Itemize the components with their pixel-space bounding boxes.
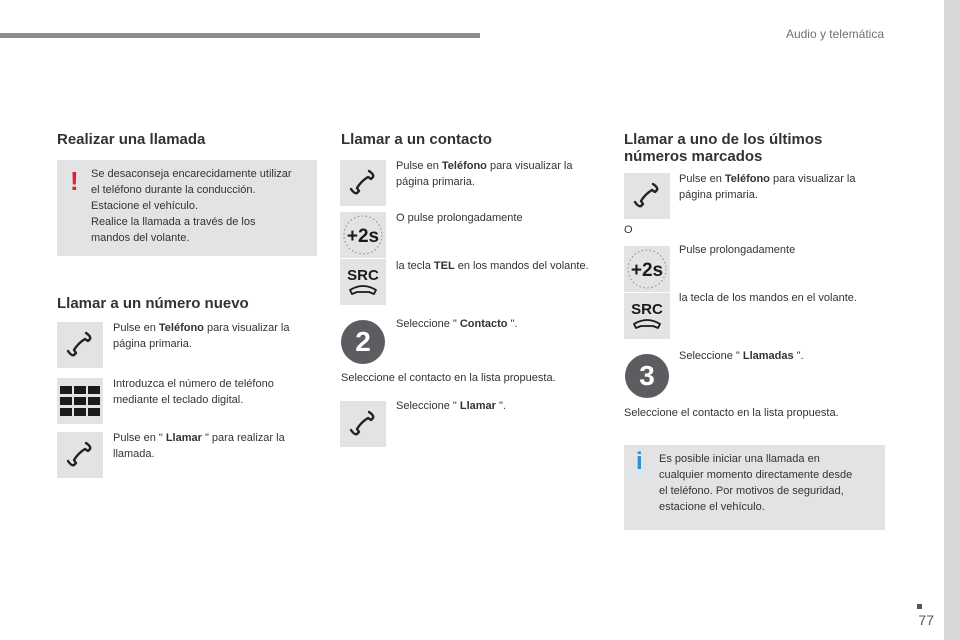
col2-step5-text: Seleccione el contacto en la lista propuesta. — [341, 372, 556, 384]
phone-icon — [340, 401, 386, 447]
col2-step1-text: Pulse en Teléfono para visualizar la página primaria. — [396, 160, 573, 188]
svg-text:SRC: SRC — [631, 301, 663, 318]
header-title: Audio y telemática — [785, 27, 884, 41]
info-icon: i — [636, 448, 643, 475]
col2-step3-text: la tecla TEL en los mandos del volante. — [396, 260, 589, 272]
col3-step3-text: la tecla de los mandos en el volante. — [679, 292, 857, 304]
step-number-2: 2 — [341, 320, 385, 364]
keypad-icon — [57, 378, 103, 424]
header-bar — [0, 33, 480, 38]
phone-icon — [57, 322, 103, 368]
phone-icon — [624, 173, 670, 219]
info-text: Es posible iniciar una llamada en cualquier momento directamente desde el teléfono. Por motivos de seguridad, estacione el vehículo. — [659, 453, 853, 513]
col3-step1-text: Pulse en Teléfono para visualizar la página primaria. — [679, 173, 856, 201]
hold-2s-icon — [340, 212, 386, 258]
col2-step6-text: Seleccione " Llamar ". — [396, 400, 506, 412]
page-number: 77 — [918, 612, 934, 628]
src-button-icon — [340, 259, 386, 305]
col2-step2-text: O pulse prolongadamente — [396, 212, 523, 224]
col3-step5-text: Seleccione el contacto en la lista propuesta. — [624, 407, 839, 419]
phone-icon — [340, 160, 386, 206]
src-button-icon — [624, 293, 670, 339]
warning-text: Se desaconseja encarecidamente utilizar el teléfono durante la conducción. Estacione el vehículo. Realice la llamada a través de los mandos del volante. — [91, 168, 292, 244]
hold-2s-icon — [624, 246, 670, 292]
section-title-contacto: Llamar a un contacto — [341, 131, 492, 148]
col1-step3-text: Pulse en " Llamar " para realizar la llamada. — [113, 432, 285, 460]
col2-step4-text: Seleccione " Contacto ". — [396, 318, 518, 330]
step-number-3: 3 — [625, 354, 669, 398]
col3-or-text: O — [624, 224, 633, 236]
svg-text:+2s: +2s — [346, 226, 380, 247]
col1-step1-text: Pulse en Teléfono para visualizar la página primaria. — [113, 322, 290, 350]
section-title-realizar: Realizar una llamada — [57, 131, 206, 148]
section-title-numero-nuevo: Llamar a un número nuevo — [57, 295, 249, 312]
section-title-ultimos: Llamar a uno de los últimos números marcados — [624, 131, 823, 165]
col3-step2-text: Pulse prolongadamente — [679, 244, 796, 256]
page-dot — [917, 604, 922, 609]
col3-step4-text: Seleccione " Llamadas ". — [679, 350, 804, 362]
phone-icon — [57, 432, 103, 478]
side-strip — [944, 0, 960, 640]
svg-text:+2s: +2s — [630, 260, 664, 281]
svg-text:SRC: SRC — [347, 267, 379, 284]
col1-step2-text: Introduzca el número de teléfono mediante el teclado digital. — [113, 378, 274, 406]
warning-icon: ! — [70, 166, 79, 196]
